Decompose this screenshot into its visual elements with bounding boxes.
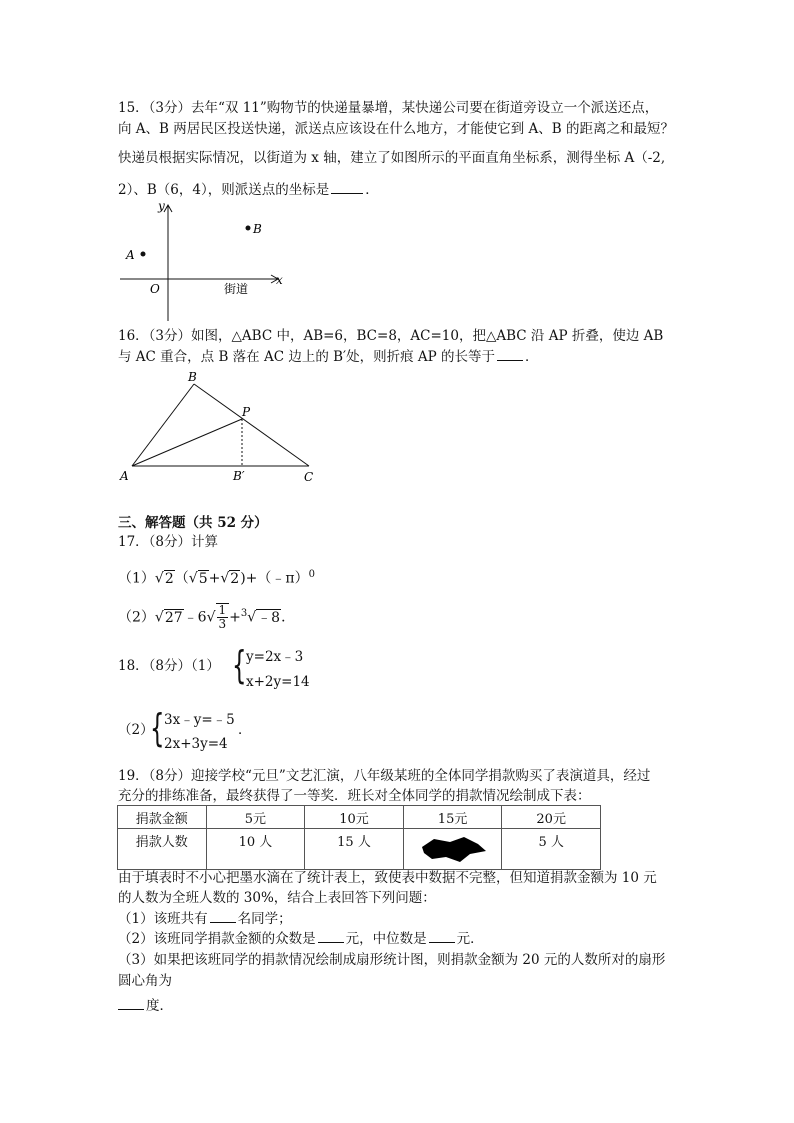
plus-sign: + — [208, 570, 221, 587]
answer-blank — [497, 348, 523, 361]
q19-sub2-end: 元． — [456, 931, 484, 947]
q19-sub3c-end: 度． — [146, 998, 173, 1014]
table-cell: 5元 — [206, 806, 305, 829]
table-cell: 15 人 — [305, 829, 404, 870]
q17-p2-end: ． — [281, 609, 296, 626]
table-cell: 5 人 — [502, 829, 601, 870]
table-row — [118, 829, 601, 870]
system2-end: ． — [238, 722, 252, 738]
x-axis-label: x — [276, 273, 283, 287]
q15-line4-end: ． — [365, 182, 379, 198]
q17-p1-rest: )+（﹣π） — [240, 570, 309, 587]
answer-blank — [318, 930, 344, 943]
q19-sub2-text: （2）该班同学捐款金额的众数是 — [118, 931, 316, 947]
q16-line2 — [118, 348, 539, 366]
point-a-label: A — [126, 248, 135, 262]
donation-table — [117, 805, 601, 870]
street-label: 街道 — [224, 282, 249, 296]
q17-p1-label: （1） — [118, 570, 155, 587]
plus-sign-2: + — [229, 609, 241, 626]
q17-part1: （1）√2（√5+√2)+（﹣π）$^0$ — [118, 569, 315, 587]
triangle-figure — [112, 370, 332, 490]
sqrt-2: 2 — [164, 570, 174, 587]
vertex-a-label: A — [120, 469, 129, 483]
fraction-one-third — [217, 604, 229, 631]
table-cell: 捐款人数 — [118, 829, 207, 870]
point-a — [141, 252, 146, 257]
q19-line2: 充分的排练准备，最终获得了一等奖．班长对全体同学的捐款情况绘制成下表： — [118, 788, 591, 804]
q19-sub3c — [118, 997, 173, 1015]
q15-line1: 15．（3分）去年“双 11”购物节的快递量暴增，某快递公司要在街道旁设立一个派送还点， — [118, 100, 659, 116]
table-header-row — [118, 806, 601, 829]
system1-eq1: y=2x﹣3 — [246, 649, 304, 665]
answer-blank — [429, 930, 455, 943]
point-b — [246, 226, 251, 231]
point-b-label: B — [253, 222, 262, 236]
q16-line2-end: ． — [525, 349, 539, 365]
vertex-b-label: B — [188, 370, 197, 384]
q19-sub3b: 圆心角为 — [118, 973, 172, 989]
table-cell: 10 人 — [206, 829, 305, 870]
system1-eq2: x+2y=14 — [246, 674, 310, 690]
ink-blot-cell — [403, 829, 502, 870]
q19-sub3: （3）如果把该班同学的捐款情况绘制成扇形统计图，则捐款金额为 20 元的人数所对的扇形 — [118, 952, 666, 968]
system1-brace: { — [232, 643, 247, 687]
table-cell: 15元 — [403, 806, 502, 829]
q16-line1: 16．（3分）如图，△ABC 中，AB=6，BC=8，AC=10，把△ABC 沿 AP 折叠，使边 AB — [118, 328, 664, 344]
q19-sub1 — [118, 910, 292, 928]
answer-blank — [118, 997, 144, 1010]
system2-eq1: 3x﹣y=﹣5 — [164, 712, 235, 728]
side-bc — [194, 384, 309, 466]
q15-line2: 向 A、B 两居民区投送快递，派送点应该设在什么地方，才能使它到 A、B 的距离之和最短？ — [118, 121, 675, 137]
q17-p2-label: （2） — [118, 609, 155, 626]
table-cell: 捐款金额 — [118, 806, 207, 829]
ink-blot — [420, 835, 490, 863]
q18-p2-label: （2） — [118, 722, 154, 738]
table-cell: 20元 — [502, 806, 601, 829]
q19-line1: 19．（8分）迎接学校“元旦”文艺汇演，八年级某班的全体同学捐款购买了表演道具，经过 — [118, 768, 651, 784]
q19-after2: 的人数为全班人数的 30%，结合上表回答下列问题： — [118, 890, 436, 906]
sqrt-5: 5 — [198, 570, 208, 587]
minus-six: ﹣6 — [183, 609, 207, 626]
q16-line2-text: 与 AC 重合，点 B 落在 AC 边上的 B′处，则折痕 AP 的长等于 — [118, 349, 496, 365]
system2-eq2: 2x+3y=4 — [164, 736, 228, 752]
origin-label: O — [150, 282, 160, 296]
cube-root-index: 3 — [240, 607, 248, 619]
coordinate-graph — [110, 196, 300, 326]
q19-sub1-text: （1）该班共有 — [118, 911, 208, 927]
q19-sub2 — [118, 930, 484, 948]
table-cell: 10元 — [305, 806, 404, 829]
q15-line3: 快递员根据实际情况，以街道为 x 轴，建立了如图所示的平面直角坐标系，测得坐标 A（-2, — [118, 150, 666, 166]
q19-sub1-end: 名同学； — [237, 911, 292, 927]
cbrt-neg8: ﹣8 — [257, 609, 281, 626]
sqrt-2b: 2 — [230, 570, 240, 587]
fold-ap — [132, 419, 242, 466]
section-title: 三、解答题（共 52 分） — [118, 515, 268, 531]
point-p-label: P — [242, 405, 251, 419]
system2-brace: { — [150, 706, 165, 750]
q19-after1: 由于填表时不小心把墨水滴在了统计表上，致使表中数据不完整，但知道捐款金额为 10 元 — [118, 870, 657, 886]
side-ab — [132, 384, 194, 466]
q17-part2: （2）√27﹣6√ $\frac{1}{3}$ +$^3$√﹣8． — [118, 603, 296, 631]
vertex-c-label: C — [304, 470, 314, 484]
fraction-numerator: 1 — [218, 603, 227, 617]
exponent: 0 — [308, 569, 315, 580]
fraction-denominator: 3 — [218, 617, 227, 631]
q19-sub2-mid: 元，中位数是 — [345, 931, 427, 947]
sqrt-27: 27 — [164, 609, 183, 626]
q17-stem: 17．（8分）计算 — [118, 534, 219, 550]
q15-line4-text: 2）、B（6，4），则派送点的坐标是 — [118, 182, 330, 198]
open-paren: （ — [174, 570, 189, 587]
answer-blank — [331, 181, 363, 194]
answer-blank — [210, 910, 236, 923]
q18-stem: 18．（8分）（1） — [118, 658, 220, 674]
y-axis-label: y — [158, 199, 165, 213]
point-b-prime-label: B′ — [233, 469, 245, 483]
